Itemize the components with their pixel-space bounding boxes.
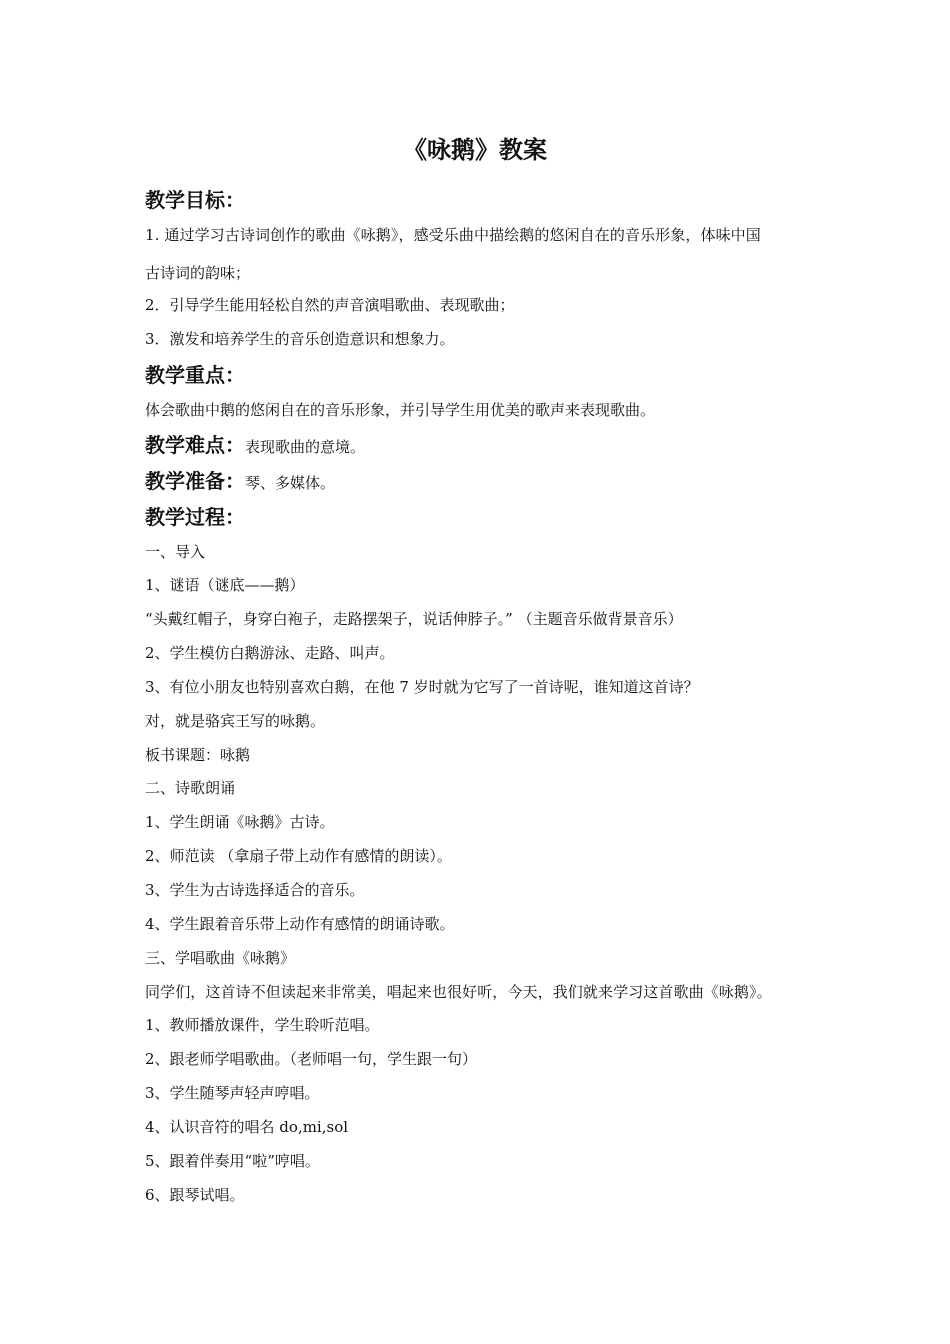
process-line: 6、跟琴试唱。 bbox=[145, 1186, 245, 1204]
process-line: 1、教师播放课件，学生聆听范唱。 bbox=[145, 1016, 380, 1034]
objectives-heading: 教学目标： bbox=[145, 188, 245, 212]
objective-item-1-line-2: 古诗词的韵味； bbox=[145, 264, 251, 282]
process-line: 3、学生随琴声轻声哼唱。 bbox=[145, 1084, 320, 1102]
key-points-heading: 教学重点： bbox=[145, 363, 245, 387]
preparation-row bbox=[145, 467, 815, 497]
process-line: 2、跟老师学唱歌曲。（老师唱一句，学生跟一句） bbox=[145, 1050, 478, 1068]
process-heading: 教学过程： bbox=[145, 505, 245, 529]
process-line: 2、学生模仿白鹅游泳、走路、叫声。 bbox=[145, 644, 395, 662]
difficulty-text: 表现歌曲的意境。 bbox=[245, 438, 366, 456]
process-line: 4、认识音符的唱名 do,mi,sol bbox=[145, 1118, 349, 1136]
objective-item-1-line-1: 1. 通过学习古诗词创作的歌曲《咏鹅》，感受乐曲中描绘鹅的悠闲自在的音乐形象，体味中国 bbox=[145, 226, 761, 244]
difficulty-heading: 教学难点： bbox=[145, 433, 245, 457]
process-line: 2、师范读 （拿扇子带上动作有感情的朗读）。 bbox=[145, 847, 452, 865]
process-line: 板书课题：咏鹅 bbox=[145, 746, 251, 764]
difficulty-row bbox=[145, 431, 815, 461]
process-line: 1、学生朗诵《咏鹅》古诗。 bbox=[145, 813, 335, 831]
preparation-heading: 教学准备： bbox=[145, 469, 245, 493]
process-line: 同学们，这首诗不但读起来非常美，唱起来也很好听，今天，我们就来学习这首歌曲《咏鹅》。 bbox=[145, 983, 772, 1001]
objective-item-3: 3．激发和培养学生的音乐创造意识和想象力。 bbox=[145, 330, 455, 348]
process-line: “头戴红帽子，身穿白袍子，走路摆架子，说话伸脖子。” （主题音乐做背景音乐） bbox=[145, 610, 683, 628]
process-line: 3、学生为古诗选择适合的音乐。 bbox=[145, 881, 365, 899]
objective-item-2: 2．引导学生能用轻松自然的声音演唱歌曲、表现歌曲； bbox=[145, 296, 515, 314]
process-line: 对，就是骆宾王写的咏鹅。 bbox=[145, 712, 326, 730]
process-line: 三、学唱歌曲《咏鹅》 bbox=[145, 949, 296, 967]
document-title: 《咏鹅》教案 bbox=[403, 136, 547, 164]
process-line: 二、诗歌朗诵 bbox=[145, 779, 236, 797]
process-line: 4、学生跟着音乐带上动作有感情的朗诵诗歌。 bbox=[145, 915, 455, 933]
process-line: 1、谜语（谜底——鹅） bbox=[145, 576, 305, 594]
key-points-text: 体会歌曲中鹅的悠闲自在的音乐形象，并引导学生用优美的歌声来表现歌曲。 bbox=[145, 401, 656, 419]
process-line: 5、跟着伴奏用“啦”哼唱。 bbox=[145, 1152, 320, 1170]
preparation-text: 琴、多媒体。 bbox=[245, 474, 336, 492]
process-line: 3、有位小朋友也特别喜欢白鹅，在他 7 岁时就为它写了一首诗呢，谁知道这首诗？ bbox=[145, 678, 699, 696]
process-line: 一、导入 bbox=[145, 543, 206, 561]
